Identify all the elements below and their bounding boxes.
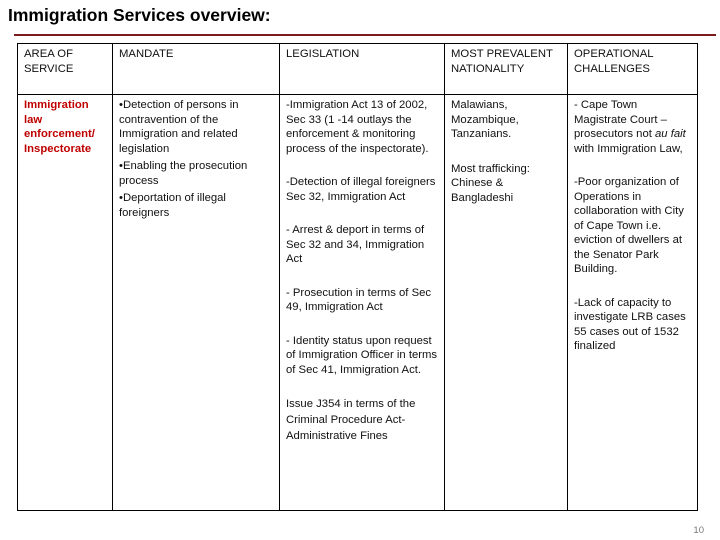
table-row — [18, 95, 698, 511]
header-area: AREA OF SERVICE — [18, 44, 113, 95]
legislation-cell — [280, 95, 445, 511]
header-challenges: OPERATIONAL CHALLENGES — [568, 44, 698, 95]
nationality-cell — [445, 95, 568, 511]
challenges-cell — [568, 95, 698, 511]
page-number: 10 — [693, 525, 704, 536]
legislation-item: - Prosecution in terms of Sec 49, Immigration Act — [286, 286, 432, 313]
page-title: Immigration Services overview: — [8, 5, 271, 25]
table-header-row — [18, 44, 698, 95]
challenge-item: -Lack of capacity to investigate LRB cases 55 cases out of 1532 finalized — [574, 296, 686, 352]
header-mandate: MANDATE — [113, 44, 280, 95]
challenge-item — [574, 98, 691, 156]
legislation-item: Issue J354 in terms of the Criminal Procedure Act-Administrative Fines — [286, 398, 416, 442]
nationality-item: Malawians, Mozambique, Tanzanians. — [451, 99, 519, 140]
challenge-italic: au fait — [655, 128, 686, 140]
mandate-cell — [113, 95, 280, 511]
mandate-item: •Detection of persons in contravention of the Immigration and related legislation — [119, 99, 239, 155]
challenge-item: -Poor organization of Operations in collaboration with City of Cape Town i.e. eviction of dwellers at the Senator Park Building. — [574, 176, 684, 275]
header-nationality: MOST PREVALENT NATIONALITY — [445, 44, 568, 95]
title-divider — [14, 34, 716, 36]
services-table — [17, 43, 698, 511]
legislation-item: -Detection of illegal foreigners Sec 32, Immigration Act — [286, 176, 436, 203]
legislation-item: -Immigration Act 13 of 2002, Sec 33 (1 -14 outlays the enforcement & monitoring process of the inspectorate). — [286, 99, 429, 155]
header-legislation: LEGISLATION — [280, 44, 445, 95]
legislation-item: - Identity status upon request of Immigration Officer in terms of Sec 41, Immigration Act. — [286, 334, 438, 376]
legislation-item: - Arrest & deport in terms of Sec 32 and 34, Immigration Act — [286, 224, 425, 265]
mandate-item: •Enabling the prosecution process — [119, 160, 248, 187]
challenge-text: - Cape Town Magistrate Court – prosecutors not — [574, 99, 667, 140]
nationality-item: Most trafficking: Chinese & Bangladeshi — [451, 162, 530, 204]
mandate-item: •Deportation of illegal foreigners — [119, 192, 226, 219]
area-cell: Immigration law enforcement/ Inspectorate — [18, 95, 113, 511]
challenge-text: with Immigration Law, — [574, 142, 683, 155]
